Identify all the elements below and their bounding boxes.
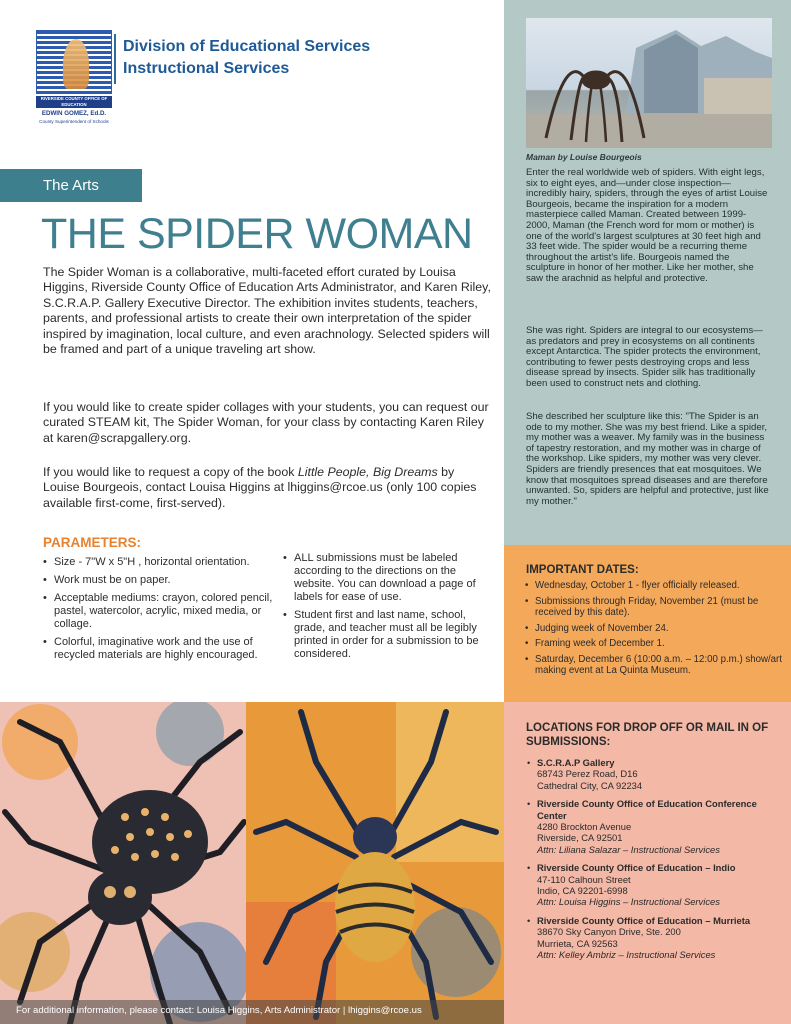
superintendent-title: County Superintendent of Schools [39, 119, 109, 124]
location-address-1: 38670 Sky Canyon Drive, Ste. 200 [537, 926, 681, 938]
location-attention: Attn: Liliana Salazar – Instructional Services [537, 843, 720, 855]
dates-list [524, 580, 782, 681]
photo-caption: Maman by Louise Bourgeois [526, 152, 642, 162]
dates-heading: IMPORTANT DATES: [526, 564, 639, 576]
locations-heading: LOCATIONS FOR DROP OFF OR MAIL IN OF SUBMISSIONS: [526, 722, 769, 748]
parameters-list-1 [42, 556, 278, 667]
location-item [526, 915, 778, 961]
location-address-1: 4280 Brockton Avenue [537, 821, 632, 833]
parameter-item: • ALL submissions must be labeled according to the directions on the website. You can download a page of labels for ease of use. [282, 552, 482, 604]
book-text-after: by Louise Bourgeois, contact Louisa Higgins at lhiggins@rcoe.us (only 100 copies available first-come, first-served). [43, 465, 477, 510]
location-name: • Riverside County Office of Education – Indio [537, 862, 736, 874]
location-address-2: Riverside, CA 92501 [537, 832, 623, 844]
book-request-paragraph [43, 465, 493, 511]
location-name: • Riverside County Office of Education – Murrieta [537, 914, 751, 926]
book-text-before: If you would like to request a copy of the book [43, 465, 298, 479]
location-address-1: 47-110 Calhoun Street [537, 873, 631, 885]
location-address-2: Indio, CA 92201-6998 [537, 885, 628, 897]
location-address-1: 68743 Perez Road, D16 [537, 768, 638, 780]
flame-icon [63, 39, 89, 89]
header-divider [114, 34, 116, 84]
location-address-2: Murrieta, CA 92563 [537, 937, 618, 949]
spider-artwork-right [246, 702, 504, 1024]
parameter-item: • Student first and last name, school, grade, and teacher must all be legibly printed in order for a submission to be considered. [282, 609, 482, 661]
sculpture-illustration [526, 18, 772, 148]
maman-sculpture-photo [526, 18, 772, 148]
sidebar-paragraph-3: She described her sculpture like this: "The Spider is an ode to my mother. She was my best friend. Like a spider, my mother was a weaver. My family was in the business of tapestry restoration, and my mother was in charge of the workshop. Like spiders, my mother was very clever. Spiders are friendly presences that eat mosquitoes. We know that mosquitoes spread diseases and are therefore unwanted. So, spiders are helpful and protective, just like my mother." [526, 411, 769, 507]
date-item: • Wednesday, October 1 - flyer officially released. [524, 580, 782, 592]
parameter-item: • Work must be on paper. [42, 574, 278, 587]
location-name: • Riverside County Office of Education Conference Center [537, 798, 757, 821]
rcoe-logo [36, 30, 112, 130]
section-tag: The Arts [0, 169, 142, 202]
date-item: • Submissions through Friday, November 21 (must be received by this date). [524, 596, 782, 619]
logo-emblem [36, 30, 112, 94]
division-heading [123, 36, 370, 80]
date-item: • Framing week of December 1. [524, 638, 782, 650]
division-line-1: Division of Educational Services [123, 38, 371, 55]
spider-illustration-right [246, 702, 504, 1024]
division-line-2: Instructional Services [123, 60, 290, 77]
logo-band-text: RIVERSIDE COUNTY OFFICE OF EDUCATION [36, 96, 112, 108]
location-item [526, 757, 778, 791]
book-title: Little People, Big Dreams [297, 465, 438, 479]
parameter-item: • Size - 7"W x 5"H , horizontal orientation. [42, 556, 278, 569]
parameters-heading: PARAMETERS: [43, 535, 142, 550]
date-item: • Saturday, December 6 (10:00 a.m. – 12:00 p.m.) show/art making event at La Quinta Museum. [524, 654, 782, 677]
date-item: • Judging week of November 24. [524, 623, 782, 635]
superintendent-name: EDWIN GOMEZ, Ed.D. [41, 110, 107, 117]
steam-kit-paragraph: If you would like to create spider collages with your students, you can request our curated STEAM kit, The Spider Woman, for your class by contacting Karen Riley at karen@scrapgallery.org. [43, 400, 489, 445]
parameters-list-2 [282, 552, 482, 666]
spider-illustration-left [0, 702, 246, 1024]
footer-contact: For additional information, please contact: Louisa Higgins, Arts Administrator | lhiggins@rcoe.us [16, 1005, 422, 1016]
locations-list [526, 757, 778, 968]
intro-paragraph: The Spider Woman is a collaborative, multi-faceted effort curated by Louisa Higgins, Riverside County Office of Education Arts Administrator, and Karen Riley, S.C.R.A.P. Gallery Executive Director. The exhibition invites students, teachers, parents, and professional artists to create their own interpretation of the spider inspired by imagination, local culture, and even arachnology. Selected spiders will be framed and part of a unique traveling art show. [43, 265, 491, 357]
parameter-item: • Colorful, imaginative work and the use of recycled materials are highly encouraged. [42, 636, 278, 662]
location-attention: Attn: Kelley Ambriz – Instructional Services [537, 949, 716, 961]
location-attention: Attn: Louisa Higgins – Instructional Services [537, 896, 720, 908]
sidebar-paragraph-2: She was right. Spiders are integral to our ecosystems—as predators and prey in ecosystems on all continents except Antarctica. The spider protects the environment, contributing to fewer pests destroying crops and less disease spread by insects. Spider silk has traditionally been used to construct nets and clothing. [526, 325, 763, 389]
location-name: • S.C.R.A.P Gallery [537, 757, 615, 768]
location-address-2: Cathedral City, CA 92234 [537, 779, 643, 791]
location-item [526, 798, 778, 855]
sidebar-paragraph-1: Enter the real worldwide web of spiders. With eight legs, six to eight eyes, and—under close inspection—incredibly hairy, spiders, through the eyes of artist Louise Bourgeois, became the inspiration for a modern masterpiece called Maman. Created between 1999-2000, Maman (the French word for mom or mother) is one of the world's largest sculptures at 30 feet high and 33 feet wide. The spider would be a recurring theme throughout the artist's life. Bourgeois named the sculpture in honor of her mother. Like her mother, she saw the arachnid as helpful and protective. [526, 167, 768, 284]
page-title: THE SPIDER WOMAN [41, 210, 473, 258]
parameter-item: • Acceptable mediums: crayon, colored pencil, pastel, watercolor, acrylic, mixed media, or collage. [42, 592, 278, 631]
spider-artwork-left [0, 702, 246, 1024]
location-item [526, 862, 778, 908]
